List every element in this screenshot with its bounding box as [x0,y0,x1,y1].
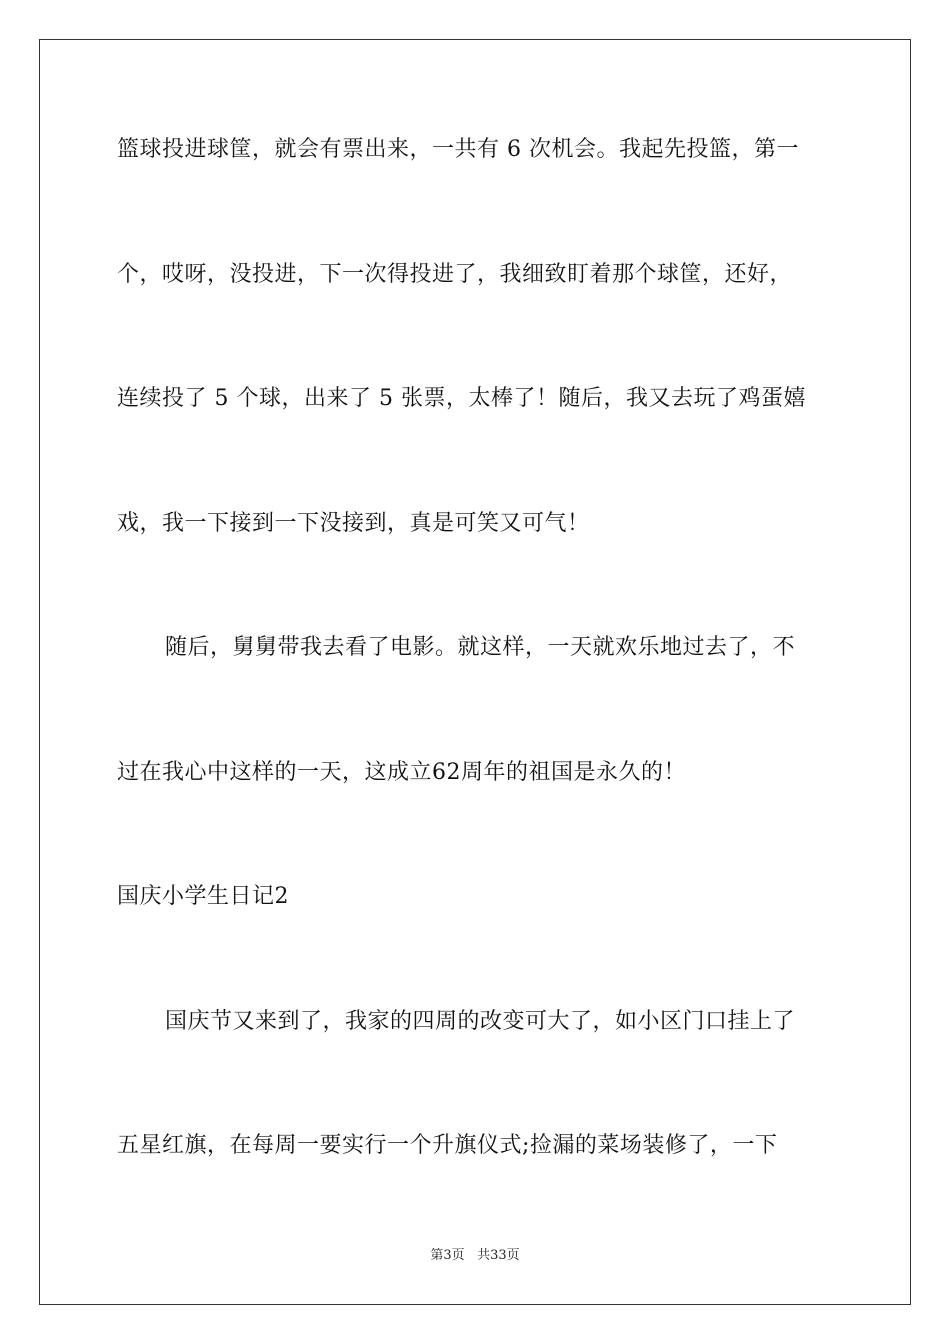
body-text-line: 随后，舅舅带我去看了电影。就这样，一天就欢乐地过去了，不 [165,635,796,660]
page-number: 第3页 [430,1248,465,1263]
body-text-line: 国庆节又来到了，我家的四周的改变可大了，如小区门口挂上了 [165,1009,796,1034]
body-text-line: 过在我心中这样的一天，这成立62周年的祖国是永久的！ [117,760,686,785]
body-text-line: 连续投了 5 个球，出来了 5 张票，太棒了！随后，我又去玩了鸡蛋嬉 [117,386,806,411]
body-text-line: 篮球投进球筐，就会有票出来，一共有 6 次机会。我起先投篮，第一 [117,137,799,162]
page-footer [0,1248,950,1264]
body-text-line: 五星红旗，在每周一要实行一个升旗仪式;捡漏的菜场装修了，一下 [117,1133,778,1158]
section-heading: 国庆小学生日记2 [117,884,289,909]
body-text-line: 戏，我一下接到一下没接到，真是可笑又可气！ [117,511,590,536]
page-total: 共33页 [477,1248,520,1263]
page-border [39,39,911,1305]
body-text-line: 个，哎呀，没投进，下一次得投进了，我细致盯着那个球筐，还好， [117,262,793,287]
